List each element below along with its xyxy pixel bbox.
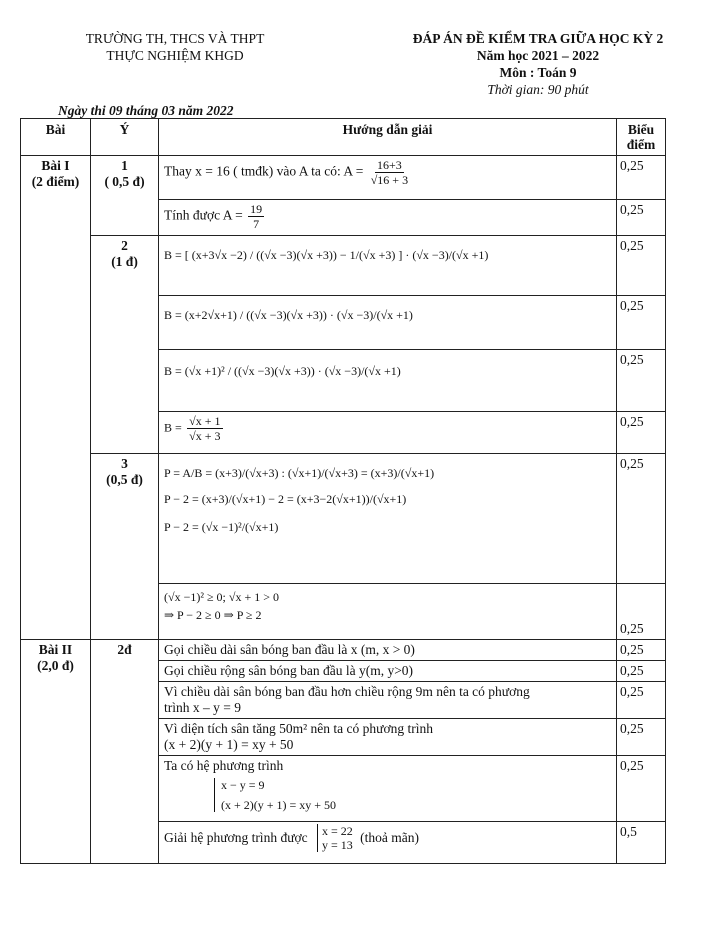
bai2-points: (2,0 đ) [37,658,74,673]
guide-line: (thoả mãn) [360,830,420,845]
guide-line: Ta có hệ phương trình [164,758,284,773]
formula-b3: B = (√x +1)² / ((√x −3)(√x +3)) · (√x −3)/(√x +1) [159,350,617,412]
numerator: √x + 1 [189,414,221,428]
result-text: Tính được A = [164,207,243,223]
guide-line: Vì chiều dài sân bóng ban đầu hơn chiều rộng 9m nên ta có phương [164,684,530,699]
fraction [187,414,222,443]
denominator: √x + 3 [189,429,221,443]
guide-cell [159,822,617,864]
formula-p1: P = A/B = (x+3)/(√x+3) : (√x+1)/(√x+3) = (x+3)/(√x+1) [164,466,435,480]
guide-line: trình x – y = 9 [164,700,241,715]
exam-date: Ngày thi 09 tháng 03 năm 2022 [58,103,234,118]
bai2-cell [21,640,91,864]
guide-line: Giải hệ phương trình được [164,830,308,845]
numerator: 19 [250,202,263,216]
equation-2: (x + 2)(y + 1) = xy + 50 [221,798,337,812]
fraction [369,158,410,187]
formula-p4: (√x −1)² ≥ 0; √x + 1 > 0 [164,590,279,604]
header-guide: Hướng dẫn giải [159,119,617,156]
guide-cell [159,412,617,454]
guide-line: (x + 2)(y + 1) = xy + 50 [164,737,294,752]
y1-cell [91,156,159,236]
numerator: 16+3 [377,158,402,172]
y1-label: 1 [121,158,128,173]
guide-cell [159,200,617,236]
denominator: 7 [253,217,260,231]
guide-cell [159,719,617,756]
y2-points: (1 đ) [111,254,138,269]
guide-line: Vì diện tích sân tăng 50m² nên ta có phương trình [164,721,433,736]
score: 0,25 [617,156,666,200]
header-bai: Bài [21,119,91,156]
bai1-points: (2 điểm) [31,174,80,189]
table-row [21,156,666,200]
score: 0,25 [617,640,666,661]
guide-cell [159,584,617,640]
formula-p2: P − 2 = (x+3)/(√x+1) − 2 = (x+3−2(√x+1))/(√x+1) [164,492,407,506]
table-row [21,236,666,296]
exam-title: ĐÁP ÁN ĐỀ KIỂM TRA GIỮA HỌC KỲ 2 [412,31,664,46]
table-row [21,640,666,661]
header-points: Biểu điểm [617,119,666,156]
score: 0,25 [617,756,666,822]
guide-cell [159,156,617,200]
y3-label: 3 [121,456,128,471]
formula-b2: B = (x+2√x+1) / ((√x −3)(√x +3)) · (√x −3)/(√x +1) [159,296,617,350]
equation-1: x − y = 9 [221,778,265,792]
bai2-label: Bài II [38,642,73,657]
score: 0,25 [617,236,666,296]
bai2-y-cell: 2đ [91,640,159,864]
guide-cell: Gọi chiều dài sân bóng ban đầu là x (m, x > 0) [159,640,617,661]
score: 0,25 [617,682,666,719]
y2-label: 2 [121,238,128,253]
score: 0,25 [617,296,666,350]
formula-p3: P − 2 = (√x −1)²/(√x+1) [164,520,279,534]
b-lhs: B = [164,420,182,435]
score: 0,25 [617,200,666,236]
score: 0,5 [617,822,666,864]
table-header-row [21,119,666,156]
score: 0,25 [617,350,666,412]
exam-info [378,30,698,98]
guide-cell [159,682,617,719]
score: 0,25 [617,584,666,640]
formula-b1: B = [ (x+3√x −2) / ((√x −3)(√x +3)) − 1/(√x +3) ] · (√x −3)/(√x +1) [159,236,617,296]
bai1-cell [21,156,91,640]
school-name [55,30,295,64]
solution-x: x = 22 [322,824,353,838]
exam-duration: Thời gian: 90 phút [487,82,589,97]
school-line1: TRƯỜNG TH, THCS VÀ THPT [85,31,265,46]
solution-y: y = 13 [322,838,353,852]
table-row [21,454,666,584]
guide-cell [159,756,617,822]
score: 0,25 [617,719,666,756]
header-y: Ý [91,119,159,156]
denominator: √16 + 3 [370,173,409,187]
subject: Môn : Toán 9 [499,65,577,80]
school-line2: THỰC NGHIỆM KHGD [106,48,244,63]
guide-cell: Gọi chiều rộng sân bóng ban đầu là y(m, y>0) [159,661,617,682]
y3-cell [91,454,159,640]
fraction [248,202,264,231]
y3-points: (0,5 đ) [106,472,143,487]
score: 0,25 [617,412,666,454]
score: 0,25 [617,661,666,682]
formula-p5: ⇒ P − 2 ≥ 0 ⇒ P ≥ 2 [164,608,262,622]
equation-system [214,778,611,812]
solution-system [317,824,353,852]
school-year: Năm học 2021 – 2022 [476,48,600,63]
y2-cell [91,236,159,454]
answer-table [20,118,666,864]
bai1-label: Bài I [41,158,70,173]
y1-points: ( 0,5 đ) [104,174,145,189]
score: 0,25 [617,454,666,584]
guide-cell [159,454,617,584]
substitute-text: Thay x = 16 ( tmđk) vào A ta có: A = [164,163,364,179]
